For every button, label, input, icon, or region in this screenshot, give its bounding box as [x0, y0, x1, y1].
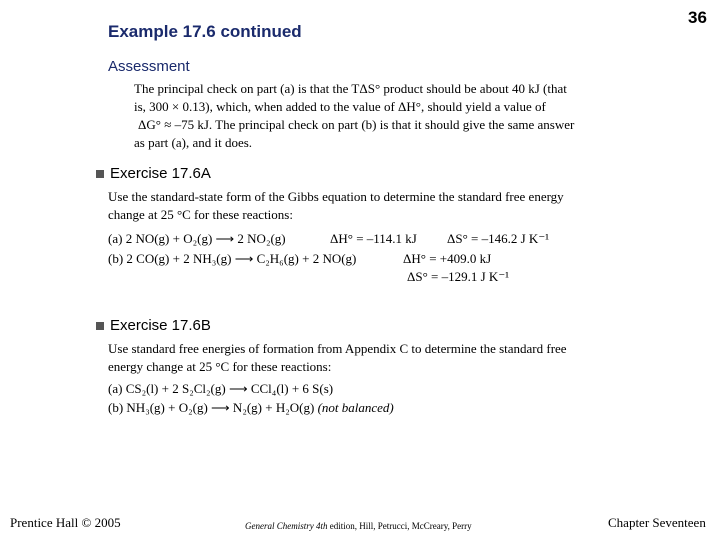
entropy-value: ΔS° = –129.1 J K⁻¹	[407, 269, 510, 284]
exercise-b-reaction-b	[108, 399, 394, 417]
enthalpy-value: ΔH° = –114.1 kJ	[330, 231, 417, 246]
enthalpy-value: ΔH° = +409.0 kJ	[403, 251, 492, 266]
reaction-note: (not balanced)	[317, 400, 394, 415]
reaction-equation: 2 NO(g) + O₂(g) ⟶ 2 NO₂(g)	[125, 231, 286, 246]
exercise-a-intro-line: change at 25 °C for these reactions:	[108, 207, 293, 222]
assessment-line: is, 300 × 0.13), which, when added to the value of ΔH°, should yield a value of	[134, 99, 546, 114]
exercise-a-heading: Exercise 17.6A	[96, 165, 211, 182]
exercise-a-reaction-a	[108, 230, 286, 248]
exercise-b-reaction-a	[108, 380, 333, 398]
footer-publisher: Prentice Hall © 2005	[10, 515, 121, 530]
assessment-heading: Assessment	[108, 58, 190, 75]
reaction-equation: CS₂(l) + 2 S₂Cl₂(g) ⟶ CCl₄(l) + 6 S(s)	[125, 381, 334, 396]
part-label: (a)	[108, 231, 123, 246]
assessment-paragraph	[134, 80, 614, 152]
reaction-equation: 2 CO(g) + 2 NH₃(g) ⟶ C₂H₆(g) + 2 NO(g)	[126, 251, 357, 266]
page-title: Example 17.6 continued	[108, 22, 302, 41]
assessment-line: as part (a), and it does.	[134, 135, 253, 150]
part-label: (b)	[108, 400, 124, 415]
bullet-icon	[96, 322, 104, 330]
footer-chapter: Chapter Seventeen	[608, 515, 706, 530]
exercise-a-reaction-b	[108, 250, 356, 268]
exercise-b-intro-line: Use standard free energies of formation from Appendix C to determine the standard free	[108, 341, 567, 356]
exercise-a-intro	[108, 188, 628, 224]
exercise-b-intro	[108, 340, 628, 376]
slide-number: 36	[688, 8, 707, 27]
exercise-a-intro-line: Use the standard-state form of the Gibbs equation to determine the standard free energy	[108, 189, 564, 204]
assessment-line: ΔG° ≈ –75 kJ. The principal check on part (b) is that it should give the same answer	[138, 117, 575, 132]
reaction-equation: NH₃(g) + O₂(g) ⟶ N₂(g) + H₂O(g)	[126, 400, 315, 415]
part-label: (b)	[108, 251, 124, 266]
footer-textbook: General Chemistry 4th edition, Hill, Petrucci, McCreary, Perry	[245, 521, 472, 531]
assessment-line: The principal check on part (a) is that the TΔS° product should be about 40 kJ (that	[134, 81, 567, 96]
part-label: (a)	[108, 381, 123, 396]
exercise-b-heading: Exercise 17.6B	[96, 317, 211, 334]
entropy-value: ΔS° = –146.2 J K⁻¹	[447, 231, 550, 246]
exercise-b-intro-line: energy change at 25 °C for these reactions:	[108, 359, 332, 374]
bullet-icon	[96, 170, 104, 178]
